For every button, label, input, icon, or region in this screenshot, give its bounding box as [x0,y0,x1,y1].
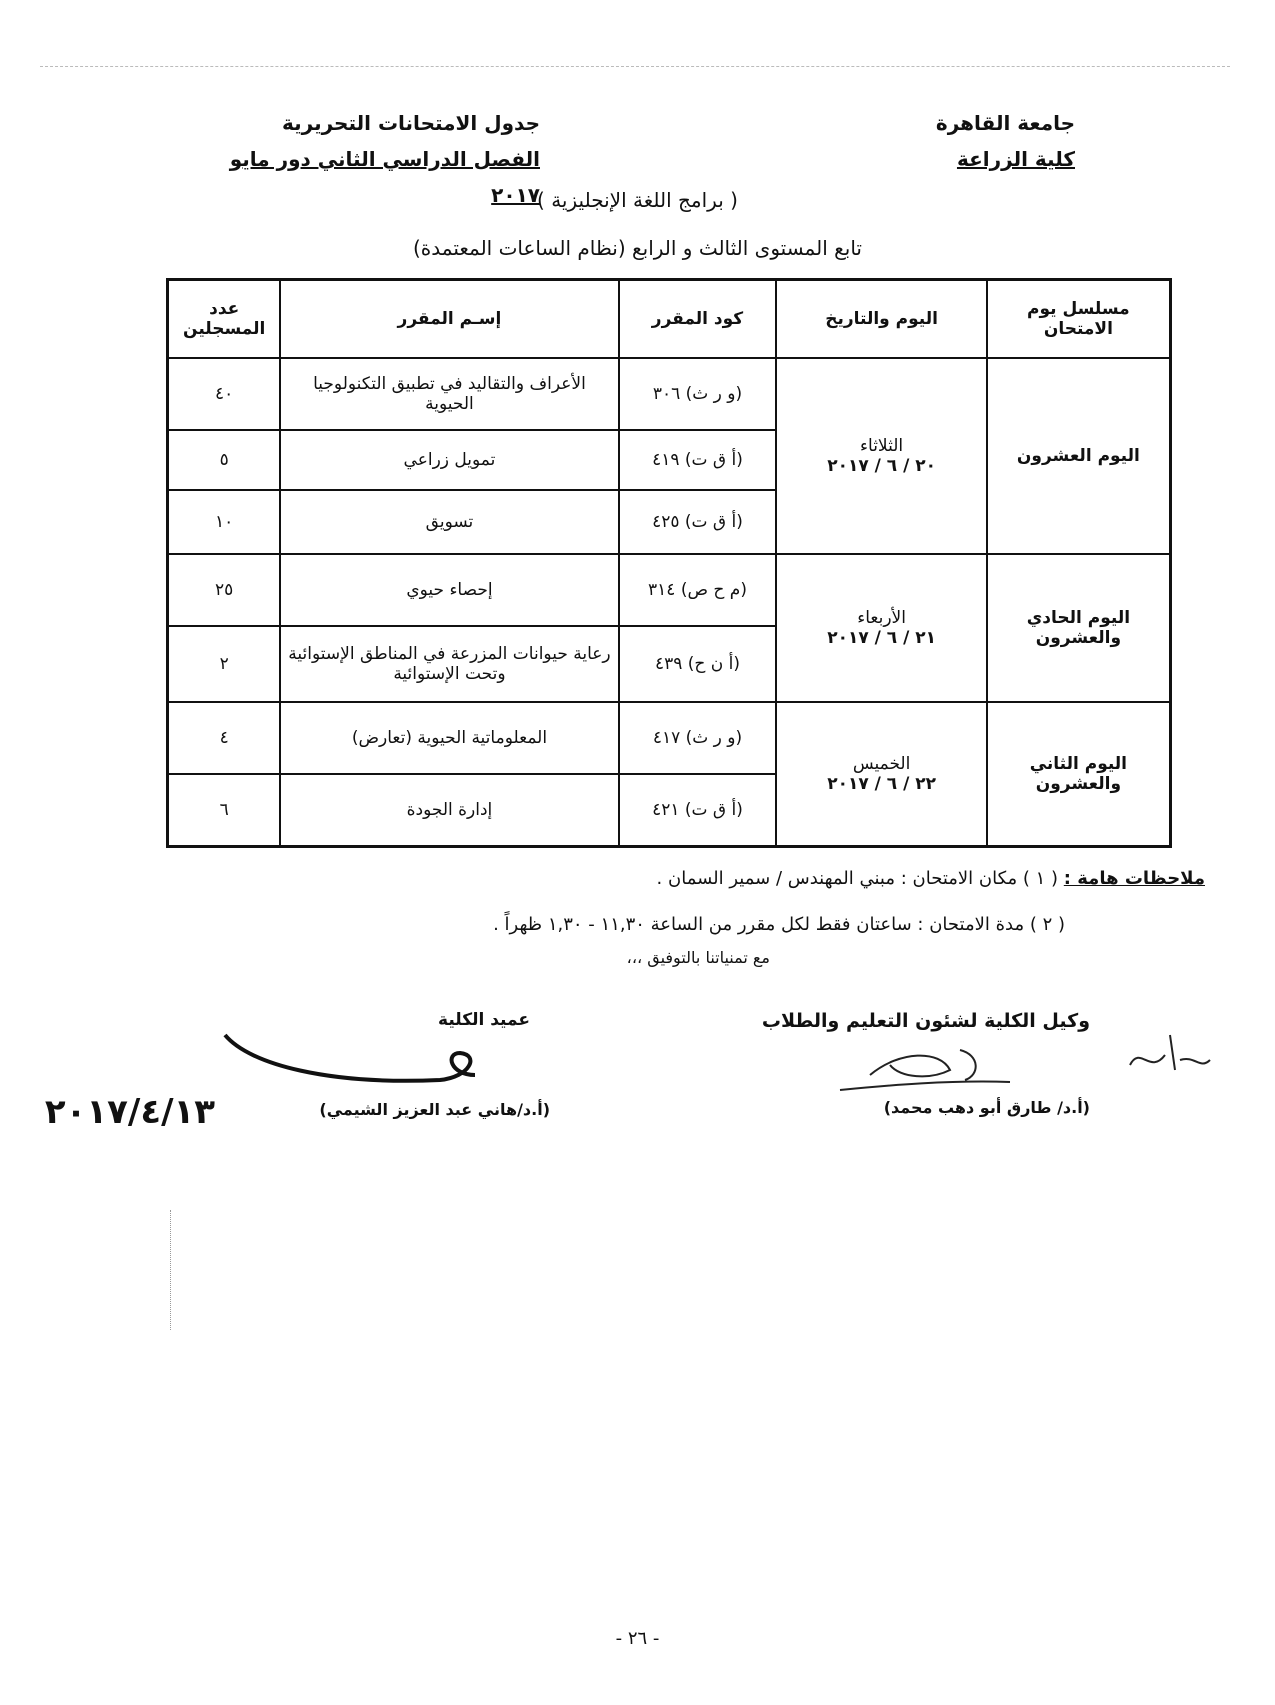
program-subtitle: ( برامج اللغة الإنجليزية ) [537,188,738,212]
note-1-text: ( ١ ) مكان الامتحان : مبني المهندس / سمير السمان . [656,868,1059,889]
exam-day-date-cell [776,702,986,846]
course-name: رعاية حيوانات المزرعة في المناطق الإستوائية وتحت الإستوائية [280,626,618,702]
institution-header [936,105,1075,177]
vice-dean-handwritten-signature [830,1030,1030,1100]
header-serial: مسلسل يوم الامتحان [987,280,1171,359]
dean-handwritten-signature [44,1025,500,1135]
exam-day-serial: اليوم الثاني والعشرون [987,702,1171,846]
registered-count: ٢٥ [168,554,281,626]
dean-title: عميد الكلية [438,1010,530,1030]
vice-dean-title: وكيل الكلية لشئون التعليم والطلاب [761,1010,1090,1032]
registered-count: ٢ [168,626,281,702]
table-row [168,702,1171,774]
course-code: (أ ق ت) ٤٢٥ [619,490,777,554]
header-course-name: إسـم المقرر [280,280,618,359]
page-number: - ٢٦ - [615,1628,660,1649]
header-day-date: اليوم والتاريخ [776,280,986,359]
header-registered-count: عدد المسجلين [168,280,281,359]
registered-count: ٦ [168,774,281,846]
table-header-row [168,280,1171,359]
exam-day-date-cell [776,358,986,554]
exam-weekday: الثلاثاء [860,436,904,457]
exam-date: ٢١ / ٦ / ٢٠١٧ [827,628,936,649]
course-name: المعلوماتية الحيوية (تعارض) [280,702,618,774]
notes-label: ملاحظات هامة : [1063,868,1205,889]
exam-weekday: الخميس [852,754,911,775]
vice-dean-signature-block [710,1010,1090,1117]
table-row [168,358,1171,430]
scan-artifact-line [40,66,1230,67]
exam-date: ٢٢ / ٦ / ٢٠١٧ [827,774,936,795]
course-code: (و ر ث) ٣٠٦ [619,358,777,430]
course-code: (أ ن ح) ٤٣٩ [619,626,777,702]
semester-title: الفصل الدراسي الثاني دور مايو ٢٠١٧ [229,147,540,207]
course-code: (م ح ص) ٣١٤ [619,554,777,626]
exam-day-serial: اليوم الحادي والعشرون [987,554,1171,702]
table-row [168,554,1171,626]
registered-count: ٤٠ [168,358,281,430]
closing-wish: مع تمنياتنا بالتوفيق ،،، [626,948,770,967]
exam-weekday: الأربعاء [857,608,906,629]
header-course-code: كود المقرر [619,280,777,359]
course-name: تمويل زراعي [280,430,618,490]
exam-date: ٢٠ / ٦ / ٢٠١٧ [827,456,936,477]
dean-handwritten-date: ٢٠١٧/٤/١٣ [44,1092,215,1132]
scan-artifact-dots [170,1210,171,1330]
course-name: تسويق [280,490,618,554]
course-code: (أ ق ت) ٤١٩ [619,430,777,490]
level-subtitle: تابع المستوى الثالث و الرابع (نظام الساعات المعتمدة) [412,236,862,260]
exam-schedule-table [166,278,1172,848]
registered-count: ٤ [168,702,281,774]
course-code: (أ ق ت) ٤٢١ [619,774,777,846]
note-2: ( ٢ ) مدة الامتحان : ساعتان فقط لكل مقرر من الساعة ١١,٣٠ - ١,٣٠ ظهراً . [493,914,1065,935]
faculty-name: كلية الزراعة [956,147,1075,171]
course-name: إحصاء حيوي [280,554,618,626]
registered-count: ٥ [168,430,281,490]
initials-signature [1120,1025,1220,1085]
vice-dean-name: (أ.د/ طارق أبو دهب محمد) [883,1098,1090,1117]
university-name: جامعة القاهرة [935,111,1075,135]
course-name: إدارة الجودة [280,774,618,846]
course-code: (و ر ث) ٤١٧ [619,702,777,774]
note-1 [65,856,1205,902]
dean-name: (أ.د/هاني عبد العزيز الشيمي) [319,1100,550,1119]
registered-count: ١٠ [168,490,281,554]
course-name: الأعراف والتقاليد في تطبيق التكنولوجيا الحيوية [280,358,618,430]
exam-day-serial: اليوم العشرون [987,358,1171,554]
notes-section [65,856,1205,948]
exam-day-date-cell [776,554,986,702]
schedule-title: جدول الامتحانات التحريرية [282,111,540,135]
